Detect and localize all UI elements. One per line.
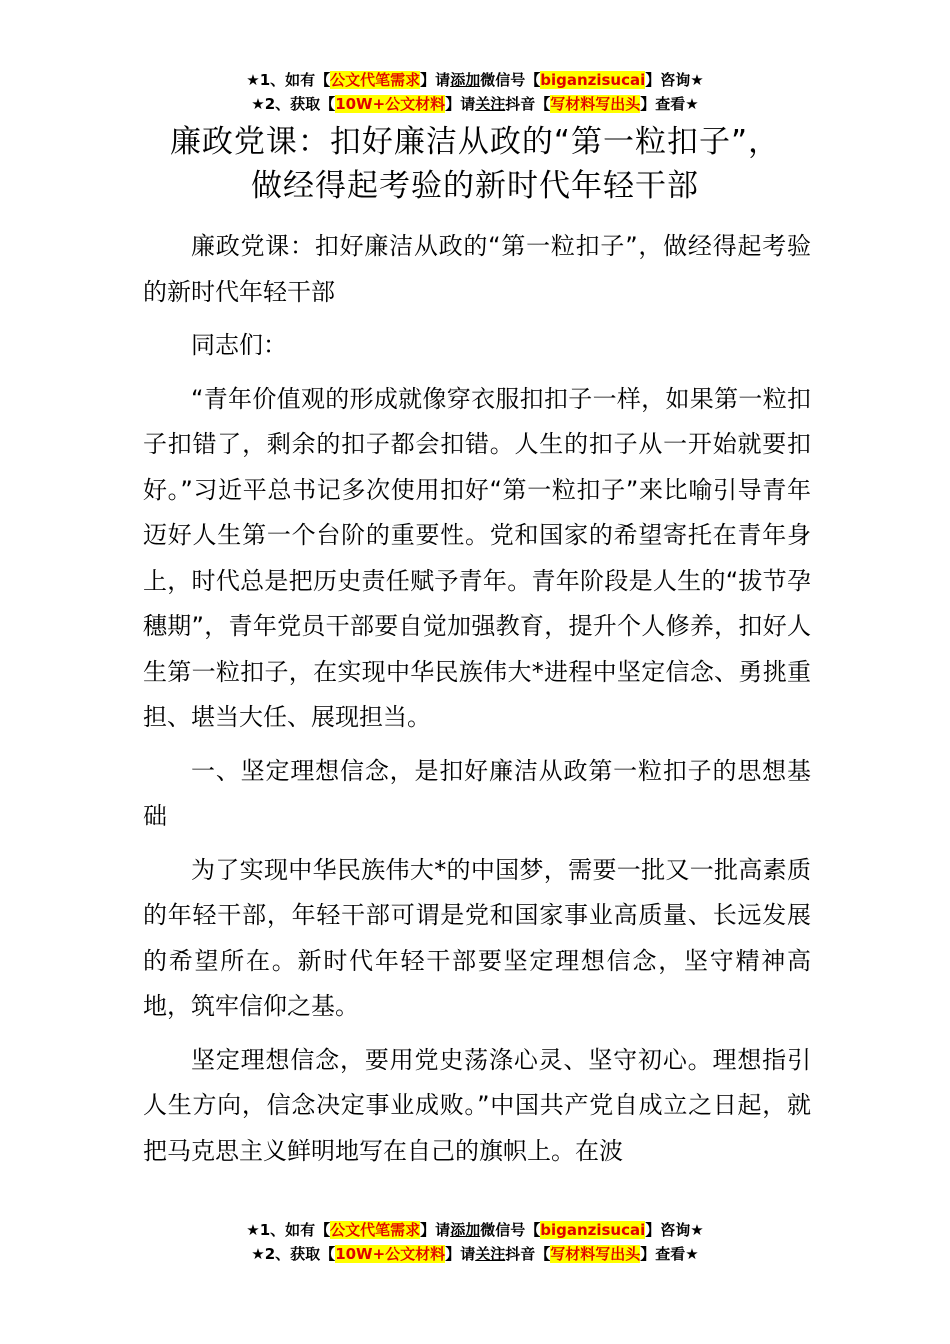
promo-text: ★2、获取【 <box>251 95 336 113</box>
promo-text: 】请 <box>420 71 451 89</box>
title-line-1: 廉政党课：扣好廉洁从政的“第一粒扣子”， <box>169 124 781 160</box>
promo-highlight: 公文代笔需求 <box>330 71 421 89</box>
promo-text: 】咨询★ <box>645 1221 704 1239</box>
promo-underlined: 添加 <box>450 1221 481 1239</box>
body-paragraph: 坚定理想信念，要用党史荡涤心灵、坚守初心。理想指引人生方向，信念决定事业成败。”中国共产党自成立之日起，就把马克思主义鲜明地写在自己的旗帜上。在波 <box>143 1045 811 1165</box>
document-title <box>0 120 950 208</box>
promo-text: 】请 <box>445 95 476 113</box>
promo-highlight: 10W+公文材料 <box>335 95 446 113</box>
promo-text: 微信号【 <box>480 1221 541 1239</box>
promo-text: 】查看★ <box>640 1245 699 1263</box>
promo-text: ★1、如有【 <box>246 1221 331 1239</box>
promo-highlight: biganzisucai <box>540 71 646 89</box>
document-body <box>143 224 811 1182</box>
footer-promo-banner <box>0 1218 950 1266</box>
body-paragraph: “青年价值观的形成就像穿衣服扣扣子一样，如果第一粒扣子扣错了，剩余的扣子都会扣错。人生的扣子从一开始就要扣好。”习近平总书记多次使用扣好“第一粒扣子”来比喻引导青年迈好人生第一个台阶的重要性。党和国家的希望寄托在青年身上，时代总是把历史责任赋予青年。青年阶段是人生的“拔节孕穗期”，青年党员干部要自觉加强教育，提升个人修养，扣好人生第一粒扣子，在实现中华民族伟大*进程中坚定信念、勇挑重担、堪当大任、展现担当。 <box>143 384 811 731</box>
body-paragraph: 廉政党课：扣好廉洁从政的“第一粒扣子”，做经得起考验的新时代年轻干部 <box>143 232 811 306</box>
promo-text: ★1、如有【 <box>246 71 331 89</box>
promo-text: ★2、获取【 <box>251 1245 336 1263</box>
promo-underlined: 添加 <box>450 71 481 89</box>
promo-line-1 <box>0 68 950 92</box>
body-paragraph: 为了实现中华民族伟大*的中国梦，需要一批又一批高素质的年轻干部，年轻干部可谓是党和国家事业高质量、长远发展的希望所在。新时代年轻干部要坚定理想信念，坚守精神高地，筑牢信仰之基。 <box>143 855 811 1020</box>
header-promo-banner <box>0 68 950 116</box>
promo-line-1 <box>0 1218 950 1242</box>
section-heading: 一、坚定理想信念，是扣好廉洁从政第一粒扣子的思想基础 <box>143 756 811 830</box>
promo-highlight: biganzisucai <box>540 1221 646 1239</box>
promo-text: 抖音【 <box>505 1245 551 1263</box>
promo-line-2 <box>0 92 950 116</box>
promo-text: 】查看★ <box>640 95 699 113</box>
promo-text: 】请 <box>445 1245 476 1263</box>
title-line-2: 做经得起考验的新时代年轻干部 <box>251 168 699 204</box>
promo-underlined: 关注 <box>475 95 506 113</box>
promo-highlight: 写材料写出头 <box>550 1245 641 1263</box>
promo-highlight: 10W+公文材料 <box>335 1245 446 1263</box>
promo-underlined: 关注 <box>475 1245 506 1263</box>
promo-line-2 <box>0 1242 950 1266</box>
promo-highlight: 写材料写出头 <box>550 95 641 113</box>
promo-highlight: 公文代笔需求 <box>330 1221 421 1239</box>
promo-text: 】请 <box>420 1221 451 1239</box>
body-paragraph: 同志们： <box>191 331 287 359</box>
promo-text: 抖音【 <box>505 95 551 113</box>
promo-text: 微信号【 <box>480 71 541 89</box>
promo-text: 】咨询★ <box>645 71 704 89</box>
